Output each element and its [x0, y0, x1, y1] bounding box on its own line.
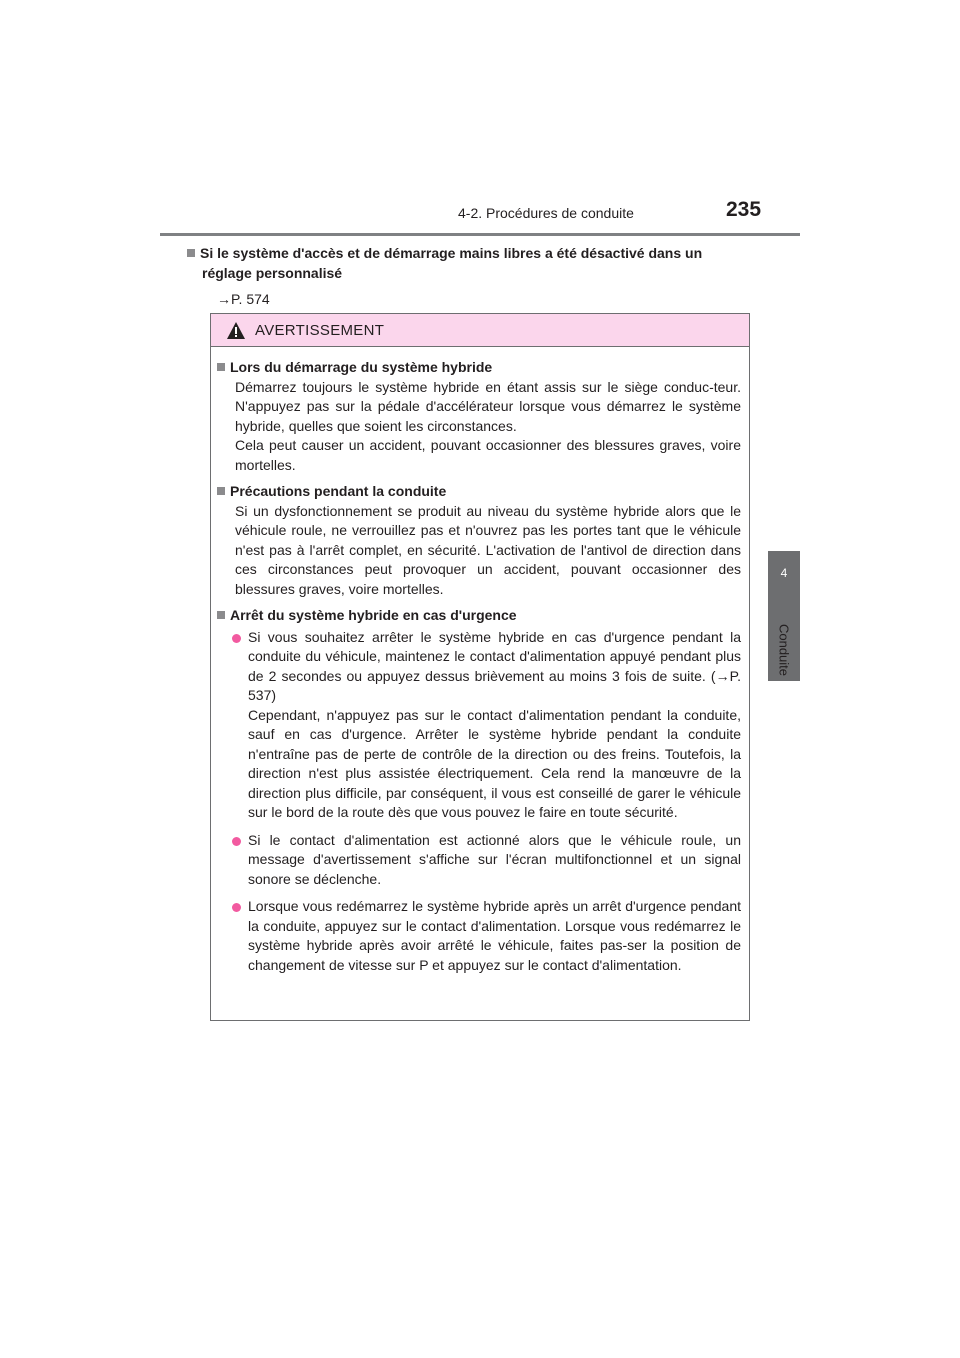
square-bullet-icon [217, 363, 225, 371]
header-rule [160, 233, 800, 236]
circle-bullet-icon [232, 837, 241, 846]
warning-section-start [217, 358, 741, 475]
header-section-title: 4-2. Procédures de conduite [458, 205, 634, 221]
warning-box [210, 313, 750, 1021]
square-bullet-icon [217, 611, 225, 619]
section-heading [217, 482, 741, 502]
warning-triangle-icon [227, 322, 245, 339]
warning-header [211, 314, 749, 347]
chapter-number: 4 [780, 566, 788, 580]
list-item [217, 628, 741, 823]
list-item [217, 897, 741, 975]
list-item-text: Si le contact d'alimentation est actionné alors que le véhicule roule, un message d'avertissement s'affiche sur l'écran multifonctionnel et un signal sonore se déclenche. [248, 831, 741, 887]
section-heading [217, 606, 741, 626]
square-bullet-icon [217, 487, 225, 495]
section-paragraph: Démarrez toujours le système hybride en étant assis sur le siège conduc-teur. N'appuyez pas sur la pédale d'accélérateur lorsque vous démarrez le système hybride, quelles que soient les circonstances. [235, 378, 741, 434]
intro-page-reference: →P. 574 [217, 291, 270, 307]
list-item-text: Cependant, n'appuyez pas sur le contact d'alimentation pendant la conduite, sauf en cas d'urgence. Arrêter le système hybride pendant la conduite n'entraîne pas de perte de contrôle de la direction ou des freins. Toutefois, la direction n'est plus assistée électriquement. Cela rend la manœuvre de la direction plus difficile, par conséquent, il vous est conseillé de garer le véhicule sur le bord de la route dès que vous pouvez le faire en toute sécurité. [248, 706, 741, 820]
list-item-text: Lorsque vous redémarrez le système hybride après un arrêt d'urgence pendant la conduite, appuyez sur le contact d'alimentation. Lorsque vous redémarrez le système hybride après avoir arrêté le véhicule, faites pas-ser la position de changement de vitesse sur P et appuyez sur le contact d'alimentation. [248, 898, 741, 973]
section-heading-text: Précautions pendant la conduite [230, 483, 447, 499]
circle-bullet-icon [232, 903, 241, 912]
square-bullet-icon [187, 249, 195, 257]
list-item-text: Si vous souhaitez arrêter le système hybride en cas d'urgence pendant la conduite du véhicule, maintenez le contact d'alimentation appuyé pendant plus de 2 secondes ou appuyez dessus brièvement au moins 3 fois de suite. (→P. 537) [248, 628, 741, 703]
list-item [217, 831, 741, 890]
warning-section-emergency [217, 606, 741, 975]
page-number: 235 [726, 198, 762, 221]
warning-section-driving [217, 482, 741, 599]
chapter-label: Conduite [776, 623, 792, 677]
section-heading [217, 358, 741, 378]
section-heading-text: Arrêt du système hybride en cas d'urgence [230, 607, 517, 623]
circle-bullet-icon [232, 634, 241, 643]
section-paragraph: Cela peut causer un accident, pouvant occasionner des blessures graves, voire mortelles. [235, 437, 741, 473]
intro-heading [187, 243, 750, 283]
section-heading-text: Lors du démarrage du système hybride [230, 359, 493, 375]
intro-block [202, 243, 750, 309]
warning-title: AVERTISSEMENT [255, 322, 385, 339]
warning-body [211, 347, 749, 975]
section-paragraph: Si un dysfonctionnement se produit au niveau du système hybride alors que le véhicule roule, ne verrouillez pas et n'ouvrez pas les portes tant que le véhicule n'est pas à l'arrêt complet, en sécurité. L'activation de l'antivol de direction dans ces circonstances peut provoquer un accident, pouvant occasionner des blessures graves, voire mortelles. [235, 502, 741, 597]
intro-heading-text: Si le système d'accès et de démarrage mains libres a été désactivé dans un réglage personnalisé [200, 245, 703, 281]
